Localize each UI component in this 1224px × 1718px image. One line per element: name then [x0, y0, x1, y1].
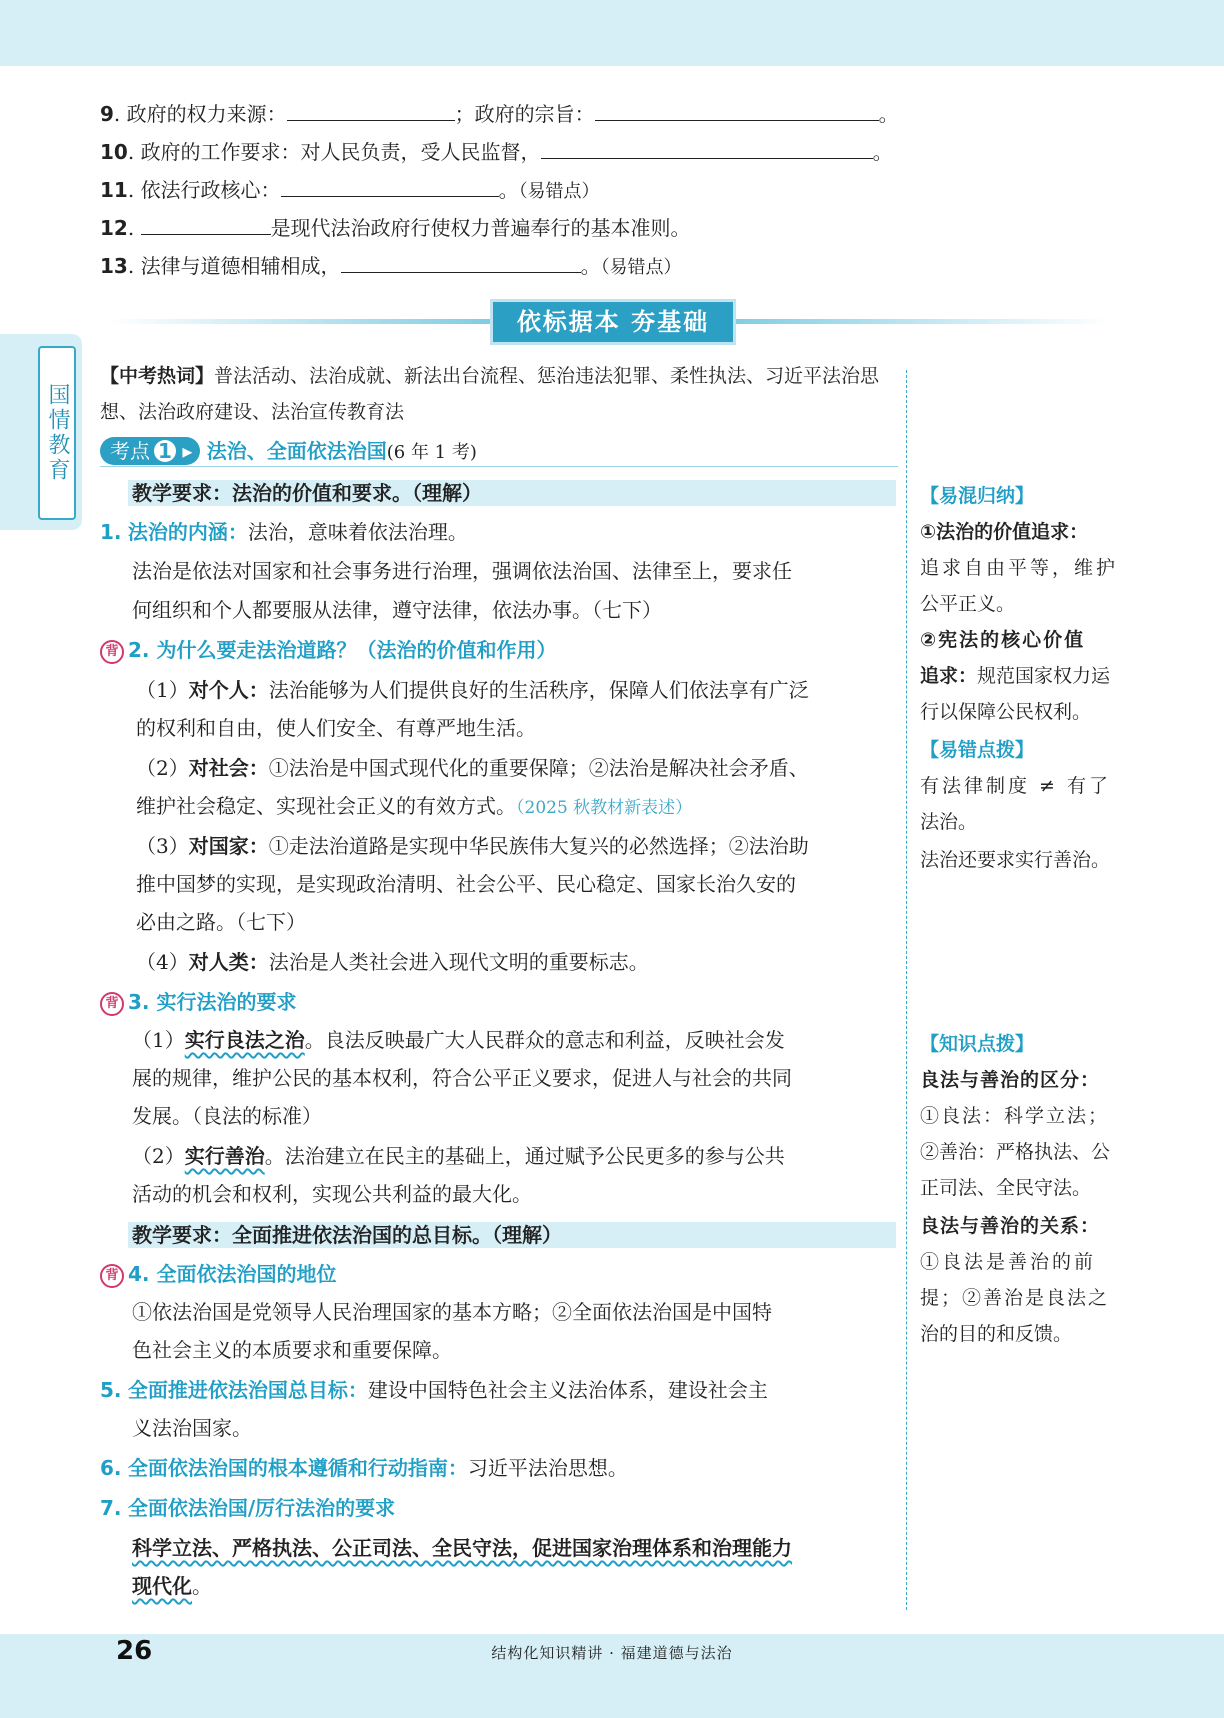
- item-2-point-1: （1）对个人：法治能够为人们提供良好的生活秩序，保障人们依法享有广泛: [136, 678, 809, 702]
- sidebar-text: 治的目的和反馈。: [920, 1323, 1073, 1345]
- item-3-point-2-line-2: 活动的机会和权利，实现公共利益的最大化。: [132, 1182, 532, 1206]
- sidebar-text: ②宪法的核心价值: [920, 629, 1086, 651]
- item-5: 5. 全面推进依法治国总目标：建设中国特色社会主义法治体系，建设社会主: [100, 1378, 768, 1402]
- top-band: [0, 0, 1224, 66]
- column-divider: [906, 370, 907, 1610]
- item-2-point-2: （2）对社会：①法治是中国式现代化的重要保障；②法治是解决社会矛盾、: [136, 756, 809, 780]
- blank[interactable]: [595, 98, 879, 121]
- item-1-line-3: 何组织和个人都要服从法律，遵守法律，依法办事。（七下）: [132, 598, 662, 622]
- sidebar-text: 法治还要求实行善治。: [920, 849, 1111, 871]
- item-2-point-3: （3）对国家：①走法治道路是实现中华民族伟大复兴的必然选择；②法治助: [136, 834, 809, 858]
- item-2-heading: 背 2. 为什么要走法治道路？（法治的价值和作用）: [100, 636, 556, 664]
- item-4-line-1: ①依法治国是党领导人民治理国家的基本方略；②全面依法治国是中国特: [132, 1300, 772, 1324]
- item-7-line-1: 科学立法、严格执法、公正司法、全民守法，促进国家治理体系和治理能力: [132, 1536, 792, 1560]
- blank[interactable]: [281, 174, 499, 197]
- sidebar-text: 追求自由平等，维护: [920, 557, 1119, 579]
- blank[interactable]: [287, 98, 455, 121]
- item-4-heading: 背 4. 全面依法治国的地位: [100, 1260, 336, 1288]
- item-7-line-2: 现代化。: [132, 1574, 212, 1598]
- item-6: 6. 全面依法治国的根本遵循和行动指南：习近平法治思想。: [100, 1456, 628, 1480]
- requirement-1: 教学要求：法治的价值和要求。（理解）: [132, 481, 482, 505]
- item-3-heading: 背 3. 实行法治的要求: [100, 988, 296, 1016]
- blank[interactable]: [541, 136, 873, 159]
- footer-title: 结构化知识精讲 · 福建道德与法治: [491, 1644, 733, 1662]
- memorize-icon: 背: [100, 1264, 124, 1288]
- kaodian-underline: [100, 466, 898, 467]
- sidebar-text: 良法与善治的关系：: [920, 1215, 1101, 1237]
- item-1: 1. 法治的内涵：法治，意味着依法治理。: [100, 520, 468, 544]
- item-5-line-2: 义法治国家。: [132, 1416, 252, 1440]
- item-3-point-1-line-3: 发展。（良法的标准）: [132, 1104, 322, 1128]
- kaodian-header: 考点 1 ▸ 法治、全面依法治国(6 年 1 考): [100, 437, 477, 467]
- question-12: 12. 是现代法治政府行使权力普遍奉行的基本准则。: [100, 212, 691, 242]
- side-tab-label[interactable]: 国情教育: [38, 346, 76, 520]
- sidebar-text: ①良法：科学立法；: [920, 1105, 1110, 1127]
- sidebar-heading-confusion: 【易混归纳】: [920, 485, 1035, 507]
- item-2-point-4: （4）对人类：法治是人类社会进入现代文明的重要标志。: [136, 950, 649, 974]
- item-2-point-1-line-2: 的权利和自由，使人们安全、有尊严地生活。: [136, 716, 536, 740]
- page-number: 26: [116, 1636, 153, 1666]
- question-9: 9. 政府的权力来源： ；政府的宗旨： 。: [100, 98, 899, 128]
- item-7: 7. 全面依法治国/厉行法治的要求: [100, 1496, 396, 1520]
- memorize-icon: 背: [100, 992, 124, 1016]
- item-3-point-2: （2）实行善治。法治建立在民主的基础上，通过赋予公民更多的参与公共: [132, 1144, 785, 1168]
- item-4-line-2: 色社会主义的本质要求和重要保障。: [132, 1338, 452, 1362]
- hot-words-line-2: 想、法治政府建设、法治宣传教育法: [100, 401, 405, 423]
- item-2-point-3-line-3: 必由之路。（七下）: [136, 910, 306, 934]
- sidebar-text: 法治。: [920, 811, 978, 833]
- banner-title: 依标据本 夯基础: [490, 299, 736, 345]
- sidebar-text: 行以保障公民权利。: [920, 701, 1092, 723]
- sidebar-text: 提；②善治是良法之: [920, 1287, 1110, 1309]
- question-10: 10. 政府的工作要求：对人民负责，受人民监督， 。: [100, 136, 893, 166]
- question-11: 11. 依法行政核心： 。（易错点）: [100, 174, 600, 206]
- item-2-point-2-line-2: 维护社会稳定、实现社会正义的有效方式。（2025 秋教材新表述）: [136, 794, 693, 818]
- item-1-line-2: 法治是依法对国家和社会事务进行治理，强调依法治国、法律至上，要求任: [132, 559, 792, 583]
- section-banner: [110, 297, 1110, 345]
- hot-words-line-1: 【中考热词】普法活动、法治成就、新法出台流程、惩治违法犯罪、柔性执法、习近平法治思: [100, 365, 880, 387]
- blank[interactable]: [341, 250, 581, 273]
- memorize-icon: 背: [100, 640, 124, 664]
- sidebar-text: 良法与善治的区分：: [920, 1069, 1101, 1091]
- question-13: 13. 法律与道德相辅相成， 。（易错点）: [100, 250, 682, 282]
- blank[interactable]: [141, 212, 271, 235]
- sidebar-text: 正司法、全民守法。: [920, 1177, 1092, 1199]
- item-3-point-1-line-2: 展的规律，维护公民的基本权利，符合公平正义要求，促进人与社会的共同: [132, 1066, 792, 1090]
- kaodian-badge: 考点 1 ▸: [100, 437, 200, 465]
- item-2-point-3-line-2: 推中国梦的实现，是实现政治清明、社会公平、民心稳定、国家长治久安的: [136, 872, 796, 896]
- sidebar-heading-knowledge: 【知识点拨】: [920, 1033, 1035, 1055]
- sidebar-text: ①良法是善治的前: [920, 1251, 1097, 1273]
- sidebar-text: 有法律制度 ≠ 有了: [920, 775, 1111, 797]
- sidebar-text: ①法治的价值追求：: [920, 521, 1089, 543]
- item-3-point-1: （1）实行良法之治。良法反映最广大人民群众的意志和利益，反映社会发: [132, 1028, 785, 1052]
- sidebar-text: 公平正义。: [920, 593, 1016, 615]
- sidebar-heading-error: 【易错点拨】: [920, 739, 1035, 761]
- sidebar-text: ②善治：严格执法、公: [920, 1141, 1111, 1163]
- requirement-2: 教学要求：全面推进依法治国的总目标。（理解）: [132, 1223, 562, 1247]
- sidebar-text: 追求：规范国家权力运: [920, 665, 1111, 687]
